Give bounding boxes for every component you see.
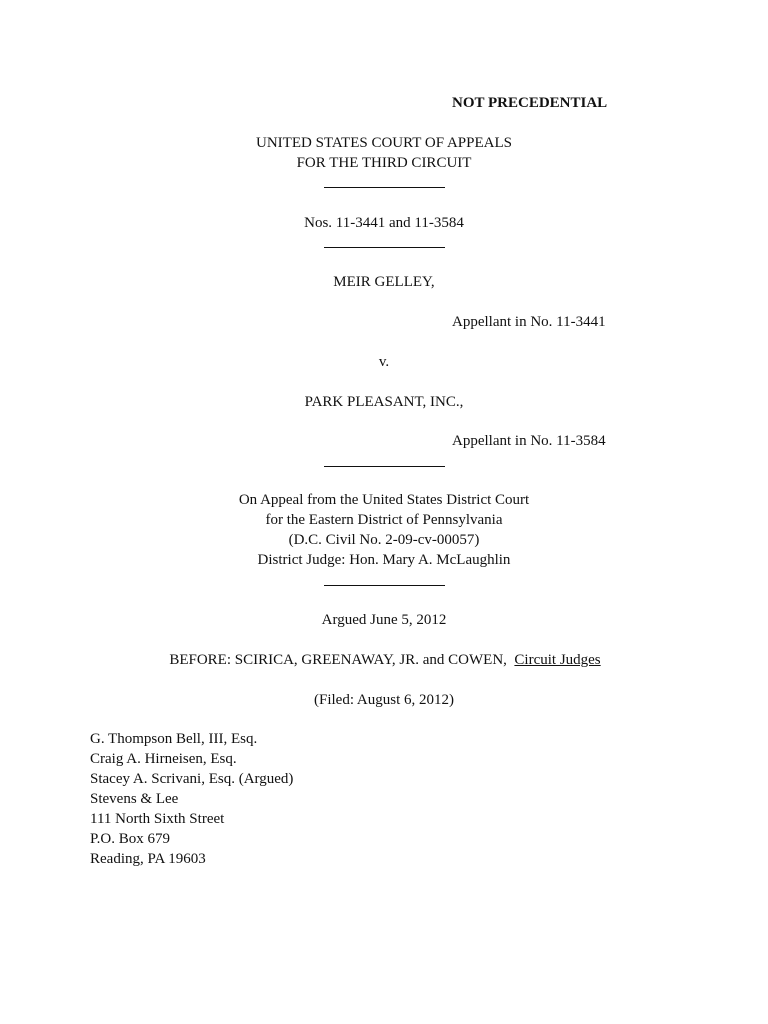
counsel-line: Reading, PA 19603 <box>90 851 206 867</box>
before-judges: BEFORE: SCIRICA, GREENAWAY, JR. and COWEN, <box>169 652 507 668</box>
counsel-block <box>90 729 293 869</box>
district-judge: District Judge: Hon. Mary A. McLaughlin <box>257 552 511 568</box>
court-name-line1: UNITED STATES COURT OF APPEALS <box>256 135 512 151</box>
versus: v. <box>378 354 390 370</box>
divider-rule <box>324 247 445 248</box>
party2-name: PARK PLEASANT, INC., <box>304 394 464 410</box>
divider-rule <box>324 466 445 467</box>
filed-date: (Filed: August 6, 2012) <box>313 692 454 708</box>
precedential-status: NOT PRECEDENTIAL <box>452 95 608 111</box>
before-line <box>0 650 768 670</box>
circuit-judges-title: Circuit Judges <box>514 652 601 668</box>
appeal-line3: (D.C. Civil No. 2-09-cv-00057) <box>288 532 480 548</box>
appeal-line2: for the Eastern District of Pennsylvania <box>265 512 503 528</box>
counsel-line: P.O. Box 679 <box>90 831 171 847</box>
divider-rule <box>324 585 445 586</box>
argued-date: Argued June 5, 2012 <box>321 612 447 628</box>
counsel-line: Craig A. Hirneisen, Esq. <box>90 751 237 767</box>
counsel-line: Stevens & Lee <box>90 791 179 807</box>
docket-numbers: Nos. 11-3441 and 11-3584 <box>304 215 464 231</box>
party1-role: Appellant in No. 11-3441 <box>452 314 606 330</box>
divider-rule <box>324 187 445 188</box>
party1-name: MEIR GELLEY, <box>333 274 435 290</box>
counsel-line: Stacey A. Scrivani, Esq. (Argued) <box>90 771 294 787</box>
appeal-line1: On Appeal from the United States District Court <box>238 492 530 508</box>
court-name-line2: FOR THE THIRD CIRCUIT <box>296 155 472 171</box>
counsel-line: 111 North Sixth Street <box>90 811 225 827</box>
party2-role: Appellant in No. 11-3584 <box>452 433 606 449</box>
counsel-line: G. Thompson Bell, III, Esq. <box>90 731 258 747</box>
